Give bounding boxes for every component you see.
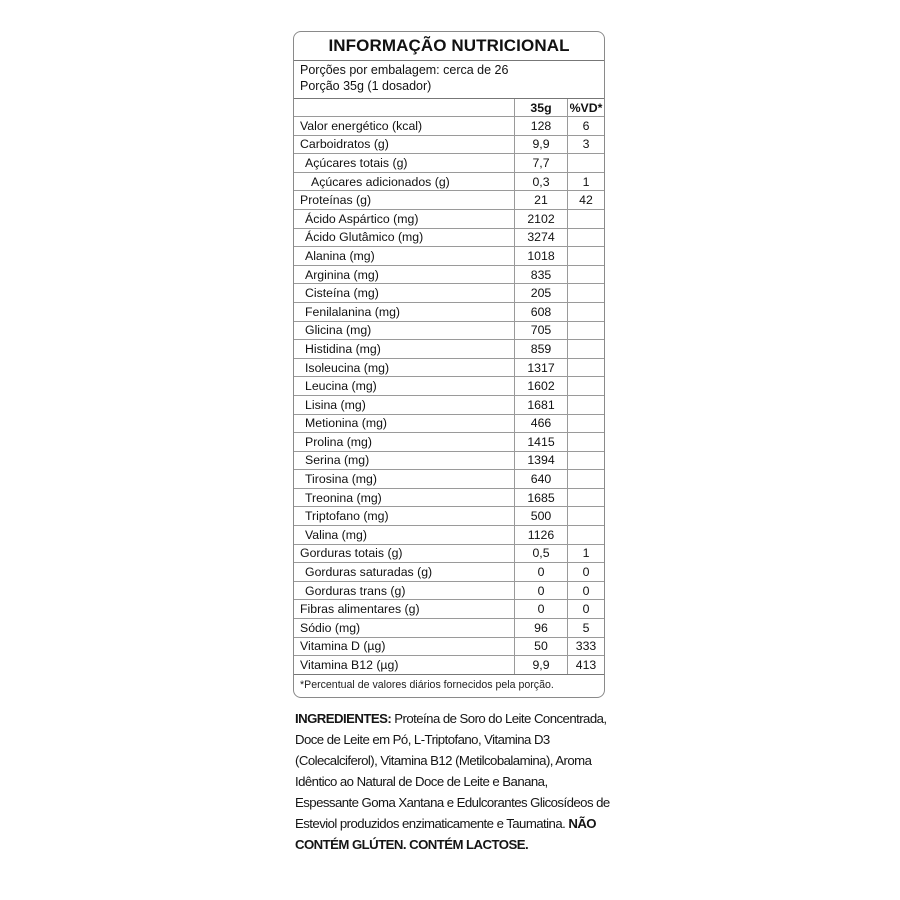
nutrient-name: Alanina (mg) [294, 247, 515, 266]
nutrient-name: Fibras alimentares (g) [294, 600, 515, 619]
table-row [294, 154, 604, 173]
table-row [294, 507, 604, 526]
nutrient-amount: 835 [515, 265, 568, 284]
nutrient-name: Gorduras saturadas (g) [294, 563, 515, 582]
nutrient-amount: 1415 [515, 433, 568, 452]
nutrient-name: Valina (mg) [294, 526, 515, 545]
table-row [294, 451, 604, 470]
nutrient-amount: 859 [515, 340, 568, 359]
nutrient-daily-value [568, 358, 605, 377]
table-row [294, 191, 604, 210]
nutrition-table [294, 99, 604, 675]
nutrient-amount: 50 [515, 637, 568, 656]
nutrient-amount: 21 [515, 191, 568, 210]
nutrient-amount: 466 [515, 414, 568, 433]
nutrient-daily-value [568, 209, 605, 228]
nutrient-daily-value [568, 526, 605, 545]
nutrient-daily-value [568, 395, 605, 414]
nutrient-name: Leucina (mg) [294, 377, 515, 396]
ingredients-paragraph [295, 708, 610, 855]
table-row [294, 470, 604, 489]
table-row [294, 135, 604, 154]
nutrient-amount: 1126 [515, 526, 568, 545]
table-row [294, 117, 604, 136]
nutrient-amount: 0 [515, 563, 568, 582]
nutrient-amount: 7,7 [515, 154, 568, 173]
nutrient-name: Ácido Aspártico (mg) [294, 209, 515, 228]
nutrient-daily-value [568, 154, 605, 173]
nutrient-name: Carboidratos (g) [294, 135, 515, 154]
nutrient-name: Lisina (mg) [294, 395, 515, 414]
nutrition-facts-panel [293, 31, 605, 698]
table-row [294, 414, 604, 433]
nutrient-daily-value: 5 [568, 619, 605, 638]
nutrient-amount: 9,9 [515, 656, 568, 675]
nutrient-daily-value: 413 [568, 656, 605, 675]
table-row [294, 302, 604, 321]
nutrient-amount: 2102 [515, 209, 568, 228]
nutrient-daily-value [568, 377, 605, 396]
nutrient-daily-value: 3 [568, 135, 605, 154]
nutrient-daily-value [568, 433, 605, 452]
table-row [294, 321, 604, 340]
table-row [294, 228, 604, 247]
table-row [294, 247, 604, 266]
nutrient-name: Proteínas (g) [294, 191, 515, 210]
nutrient-amount: 608 [515, 302, 568, 321]
nutrient-daily-value [568, 414, 605, 433]
nutrient-daily-value [568, 265, 605, 284]
nutrient-name: Vitamina B12 (µg) [294, 656, 515, 675]
nutrient-name: Prolina (mg) [294, 433, 515, 452]
serving-size: Porção 35g (1 dosador) [300, 78, 432, 93]
nutrient-amount: 1394 [515, 451, 568, 470]
header-amount-cell: 35g [515, 99, 568, 117]
nutrient-name: Vitamina D (µg) [294, 637, 515, 656]
nutrient-daily-value: 0 [568, 600, 605, 619]
nutrient-name: Açúcares adicionados (g) [294, 172, 515, 191]
table-row [294, 619, 604, 638]
nutrient-name: Treonina (mg) [294, 488, 515, 507]
nutrient-amount: 0,3 [515, 172, 568, 191]
nutrient-name: Ácido Glutâmico (mg) [294, 228, 515, 247]
nutrient-name: Serina (mg) [294, 451, 515, 470]
nutrient-name: Valor energético (kcal) [294, 117, 515, 136]
nutrient-daily-value [568, 488, 605, 507]
nutrient-name: Gorduras totais (g) [294, 544, 515, 563]
allergen-warning: NÃO CONTÉM GLÚTEN. CONTÉM LACTOSE. [295, 816, 597, 852]
table-row [294, 340, 604, 359]
nutrient-name: Gorduras trans (g) [294, 581, 515, 600]
nutrient-daily-value [568, 228, 605, 247]
panel-title: INFORMAÇÃO NUTRICIONAL [294, 32, 604, 61]
ingredients-label: INGREDIENTES: [295, 711, 392, 726]
nutrient-name: Cisteína (mg) [294, 284, 515, 303]
nutrient-daily-value [568, 507, 605, 526]
nutrient-daily-value: 1 [568, 544, 605, 563]
nutrient-amount: 0 [515, 600, 568, 619]
nutrient-name: Fenilalanina (mg) [294, 302, 515, 321]
table-row [294, 265, 604, 284]
table-row [294, 488, 604, 507]
nutrient-name: Isoleucina (mg) [294, 358, 515, 377]
nutrient-amount: 1317 [515, 358, 568, 377]
portions-per-package: Porções por embalagem: cerca de 26 [300, 63, 509, 77]
nutrient-amount: 640 [515, 470, 568, 489]
ingredients-text: Proteína de Soro do Leite Concentrada, Doce de Leite em Pó, L-Triptofano, Vitamina D3 (Colecalciferol), Vitamina B12 (Metilcobalamina), Aroma Idêntico ao Natural de Doce de Leite e Banana, Espessante Goma Xantana e Edulcorantes Glicosídeos de Esteviol produzidos enzimaticamente e Taumatina. [295, 711, 610, 831]
nutrient-daily-value: 1 [568, 172, 605, 191]
table-row [294, 377, 604, 396]
nutrient-amount: 500 [515, 507, 568, 526]
nutrient-daily-value: 333 [568, 637, 605, 656]
nutrient-daily-value [568, 451, 605, 470]
table-row [294, 395, 604, 414]
table-row [294, 544, 604, 563]
nutrient-name: Açúcares totais (g) [294, 154, 515, 173]
table-row [294, 563, 604, 582]
nutrient-daily-value: 0 [568, 581, 605, 600]
table-row [294, 526, 604, 545]
nutrient-name: Sódio (mg) [294, 619, 515, 638]
nutrient-name: Triptofano (mg) [294, 507, 515, 526]
nutrient-name: Tirosina (mg) [294, 470, 515, 489]
nutrient-name: Arginina (mg) [294, 265, 515, 284]
nutrient-daily-value: 42 [568, 191, 605, 210]
table-row [294, 284, 604, 303]
table-row [294, 433, 604, 452]
nutrient-daily-value [568, 321, 605, 340]
nutrient-amount: 128 [515, 117, 568, 136]
table-row [294, 656, 604, 675]
table-row [294, 637, 604, 656]
nutrient-daily-value: 0 [568, 563, 605, 582]
table-row [294, 581, 604, 600]
nutrient-amount: 205 [515, 284, 568, 303]
header-name-cell [294, 99, 515, 117]
table-row [294, 358, 604, 377]
nutrient-daily-value: 6 [568, 117, 605, 136]
table-row [294, 172, 604, 191]
table-row [294, 209, 604, 228]
nutrient-amount: 1681 [515, 395, 568, 414]
nutrient-amount: 0,5 [515, 544, 568, 563]
nutrient-amount: 96 [515, 619, 568, 638]
nutrient-amount: 1602 [515, 377, 568, 396]
nutrient-amount: 1685 [515, 488, 568, 507]
nutrient-daily-value [568, 470, 605, 489]
nutrient-amount: 1018 [515, 247, 568, 266]
header-dv-cell: %VD* [568, 99, 605, 117]
serving-info [294, 61, 604, 99]
nutrient-amount: 3274 [515, 228, 568, 247]
nutrient-name: Glicina (mg) [294, 321, 515, 340]
nutrient-name: Histidina (mg) [294, 340, 515, 359]
nutrient-amount: 0 [515, 581, 568, 600]
nutrient-amount: 9,9 [515, 135, 568, 154]
nutrient-daily-value [568, 340, 605, 359]
table-row [294, 600, 604, 619]
nutrient-daily-value [568, 284, 605, 303]
nutrient-amount: 705 [515, 321, 568, 340]
nutrient-daily-value [568, 247, 605, 266]
table-header-row [294, 99, 604, 117]
nutrient-name: Metionina (mg) [294, 414, 515, 433]
footnote: *Percentual de valores diários fornecidos pela porção. [300, 678, 554, 691]
nutrient-daily-value [568, 302, 605, 321]
